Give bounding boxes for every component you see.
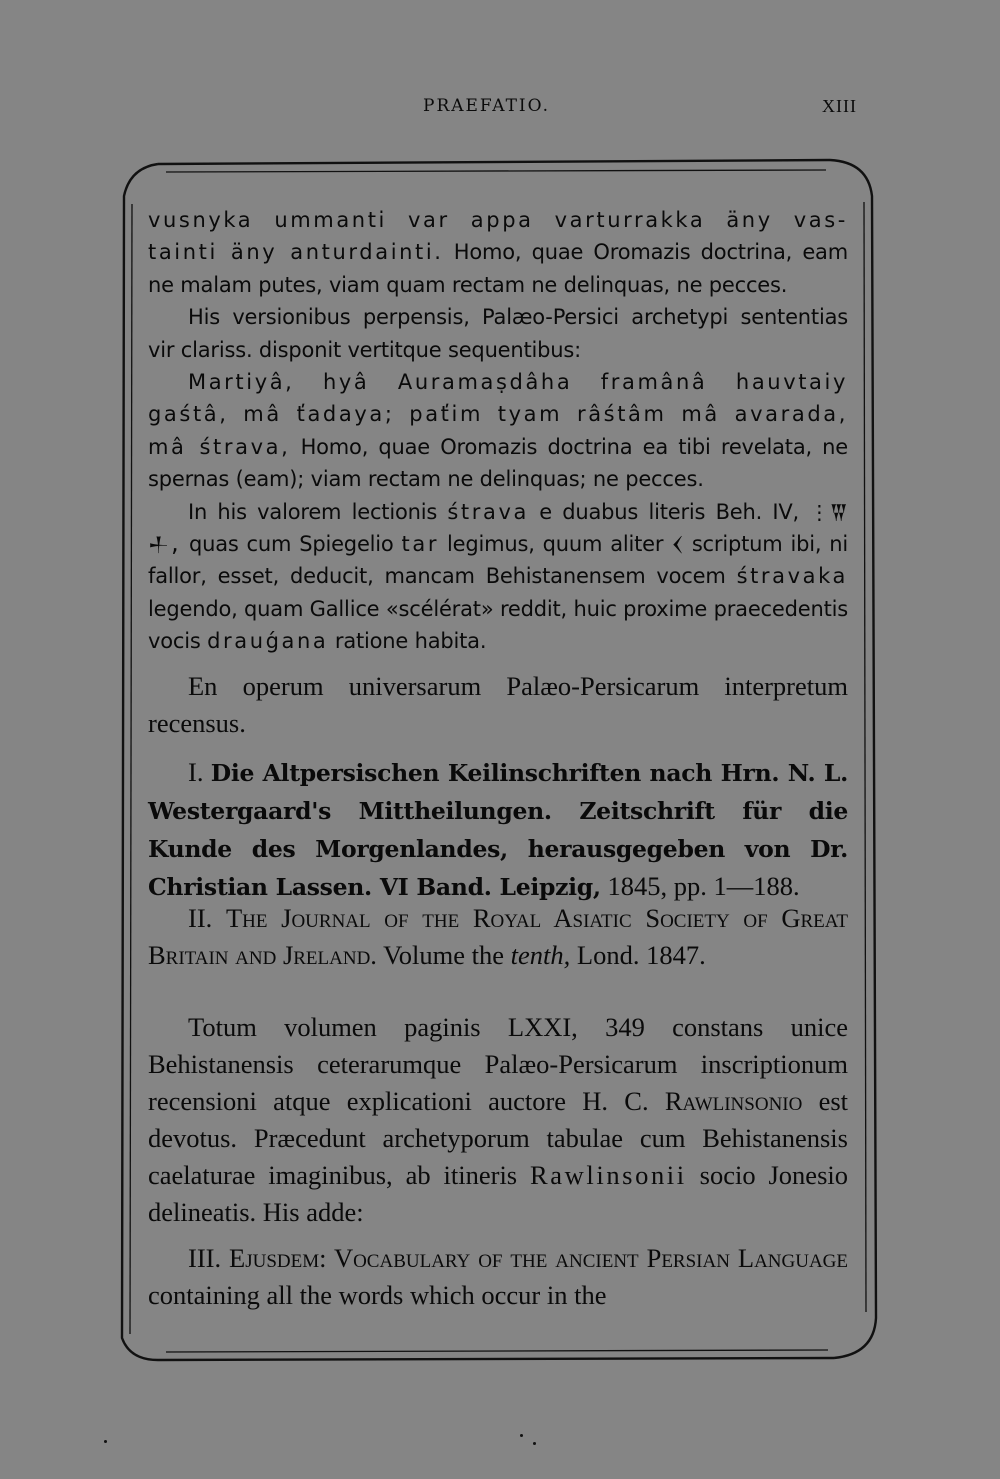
blackletter-title: Die Altpersischen Keilinschriften nach Hrn. N. L. Westergaard's Mittheilungen. Zeitschrift für die Kunde des Morgenlandes, herausgegeben von Dr. Christian Lassen. VI Band. Leipzig, <box>148 759 848 901</box>
smallcaps-name: Rawlinsonio <box>664 1086 803 1116</box>
spaced-text: śtrava <box>447 499 529 524</box>
body-text: legendo, quam Gallice «scélérat» reddit, huic proxime praecedentis vocis <box>148 596 848 654</box>
smallcaps-title: The Journal of the Royal Asiatic Society of Great Britain and Jreland. <box>148 903 848 970</box>
body-text: Totum volumen paginis LXXI, 349 constans unice Behistanensis ceterarumque Palæo-Persicarum inscriptionum recensioni atque explicationi auctore H. C. <box>148 1012 848 1116</box>
spaced-text: tar <box>401 532 440 557</box>
page-number: XIII <box>822 96 857 116</box>
bibliography-entry-2 <box>148 900 848 974</box>
speck <box>533 1442 536 1445</box>
body-text: quas cum Spiegelio <box>181 532 402 557</box>
body-text: containing all the words which occur in the <box>148 1280 607 1310</box>
body-text: Homo, quae Oromazis doctrina, eam ne malam putes, viam quam rectam ne delinquas, ne pecces. <box>148 240 848 297</box>
body-text: Homo, quae Oromazis doctrina ea tibi revelata, ne spernas (eam); viam rectam ne delinquas; ne pecces. <box>148 434 848 492</box>
paragraph-oromazis-quote <box>148 204 848 301</box>
cuneiform-glyph: 𒌋 <box>671 532 684 557</box>
paragraph-recensus <box>148 668 848 742</box>
speck <box>520 1434 523 1437</box>
entry-numeral: II. <box>188 903 213 933</box>
body-text: Volume the <box>376 940 511 970</box>
spaced-text: drauǵana <box>207 629 329 654</box>
spaced-text: śtravaka <box>736 564 848 589</box>
paragraph-martiya <box>148 366 848 496</box>
body-text: In his valorem lectionis <box>188 499 448 524</box>
body-text: 1845, pp. 1—188. <box>600 871 800 901</box>
entry-numeral: III. <box>188 1243 222 1273</box>
body-text: Lond. 1847. <box>570 940 706 970</box>
running-head <box>0 96 1000 120</box>
spaced-text: vusnyka ummanti var appa varturrakka äny vas- <box>148 208 848 232</box>
spaced-text: tainti äny anturdainti. <box>148 240 444 265</box>
body-text: socio Jonesio delineatis. His adde: <box>148 1160 848 1227</box>
spaced-text: Martiyâ, hyâ Auramaṣdâha framânâ hauvtaiy gaśtâ, mâ ťadaya; paťim tyam râśtâm mâ avarada, mâ śtrava, <box>148 370 848 459</box>
body-text: e duabus literis Beh. IV, <box>528 499 810 524</box>
paragraph-strava <box>148 496 848 658</box>
body-text: En operum universarum Palæo-Persicarum interpretum recensus. <box>148 671 848 738</box>
text-block-sans <box>148 204 848 658</box>
body-text: scriptum ibi, ni fallor, esset, deducit, mancam Behistanensem vocem <box>148 532 848 589</box>
body-text: ratione habita. <box>328 629 487 654</box>
cuneiform-glyphs: ⋮𒐊 𒈦, <box>148 499 848 557</box>
entry-numeral: I. <box>188 757 204 787</box>
body-text: His versionibus perpensis, Palæo-Persici archetypi sententias vir clariss. disponit vertitque sequentibus: <box>148 305 848 362</box>
italic-text: tenth, <box>510 940 571 970</box>
smallcaps-title: Ejusdem: Vocabulary of the ancient Persian Language <box>229 1243 848 1273</box>
running-title: PRAEFATIO. <box>423 96 550 116</box>
bibliography-entry-3 <box>148 1240 848 1314</box>
body-text: legimus, quum aliter <box>439 532 672 557</box>
speck <box>104 1440 107 1443</box>
spaced-text: Rawlinsonii <box>530 1160 687 1190</box>
bibliography-entry-1 <box>148 754 848 906</box>
body-text: est devotus. Præcedunt archetyporum tabulae cum Behistanensis caelaturae imaginibus, ab itineris <box>148 1086 849 1190</box>
paragraph-versionibus <box>148 301 848 366</box>
paragraph-totum-volumen <box>148 1009 848 1231</box>
